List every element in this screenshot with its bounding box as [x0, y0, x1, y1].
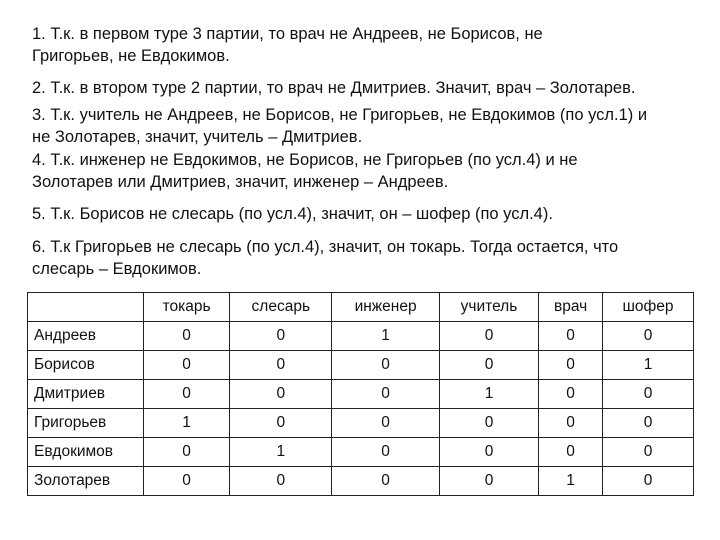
table-cell: 0 — [439, 409, 538, 438]
row-name: Дмитриев — [28, 380, 144, 409]
statement-1-line-2: Григорьев, не Евдокимов. — [32, 47, 230, 65]
table-cell: 1 — [439, 380, 538, 409]
table-header-row — [28, 293, 694, 322]
table-corner-cell — [28, 293, 144, 322]
table-cell: 1 — [144, 409, 230, 438]
table-cell: 0 — [539, 409, 603, 438]
table-row — [28, 380, 694, 409]
row-name: Евдокимов — [28, 438, 144, 467]
table-cell: 1 — [603, 351, 694, 380]
table-cell: 0 — [603, 380, 694, 409]
row-name: Григорьев — [28, 409, 144, 438]
column-header: токарь — [144, 293, 230, 322]
table-cell: 0 — [603, 409, 694, 438]
table-row — [28, 409, 694, 438]
column-header: шофер — [603, 293, 694, 322]
table-cell: 0 — [332, 438, 439, 467]
column-header: учитель — [439, 293, 538, 322]
table-cell: 0 — [332, 409, 439, 438]
statement-1-line-1: 1. Т.к. в первом туре 3 партии, то врач не Андреев, не Борисов, не — [32, 25, 543, 43]
table-cell: 0 — [144, 380, 230, 409]
table-cell: 0 — [439, 438, 538, 467]
table-cell: 0 — [439, 467, 538, 496]
table-cell: 0 — [144, 467, 230, 496]
statement-4 — [32, 149, 578, 193]
statement-3 — [32, 104, 647, 148]
row-name: Андреев — [28, 322, 144, 351]
table-cell: 1 — [230, 438, 332, 467]
statement-1 — [32, 23, 543, 67]
table-cell: 0 — [144, 351, 230, 380]
column-header: инженер — [332, 293, 439, 322]
statement-2 — [32, 77, 635, 99]
statement-4-line-2: Золотарев или Дмитриев, значит, инженер – Андреев. — [32, 173, 449, 191]
table-cell: 0 — [603, 438, 694, 467]
table-cell: 0 — [603, 467, 694, 496]
table-cell: 0 — [230, 467, 332, 496]
table-cell: 0 — [539, 322, 603, 351]
column-header: слесарь — [230, 293, 332, 322]
table-cell: 0 — [603, 322, 694, 351]
statement-6 — [32, 236, 618, 280]
statement-6-line-2: слесарь – Евдокимов. — [32, 260, 202, 278]
table-cell: 0 — [332, 380, 439, 409]
column-header: врач — [539, 293, 603, 322]
table-cell: 0 — [144, 322, 230, 351]
table-cell: 0 — [332, 467, 439, 496]
statement-5-line-1: 5. Т.к. Борисов не слесарь (по усл.4), значит, он – шофер (по усл.4). — [32, 205, 553, 223]
statement-5 — [32, 203, 553, 225]
statement-2-line-1: 2. Т.к. в втором туре 2 партии, то врач не Дмитриев. Значит, врач – Золотарев. — [32, 79, 636, 97]
row-name: Золотарев — [28, 467, 144, 496]
table-row — [28, 467, 694, 496]
table-row — [28, 351, 694, 380]
statement-4-line-1: 4. Т.к. инженер не Евдокимов, не Борисов, не Григорьев (по усл.4) и не — [32, 151, 578, 169]
table-cell: 1 — [332, 322, 439, 351]
table-cell: 0 — [230, 351, 332, 380]
table-cell: 0 — [332, 351, 439, 380]
table-cell: 0 — [144, 438, 230, 467]
table-cell: 0 — [439, 351, 538, 380]
table-cell: 0 — [539, 438, 603, 467]
table-cell: 0 — [230, 409, 332, 438]
statement-3-line-2: не Золотарев, значит, учитель – Дмитриев. — [32, 128, 363, 146]
table-cell: 0 — [230, 322, 332, 351]
table-cell: 0 — [230, 380, 332, 409]
statement-6-line-1: 6. Т.к Григорьев не слесарь (по усл.4), значит, он токарь. Тогда остается, что — [32, 238, 619, 256]
statement-3-line-1: 3. Т.к. учитель не Андреев, не Борисов, не Григорьев, не Евдокимов (по усл.1) и — [32, 106, 648, 124]
table-row — [28, 322, 694, 351]
profession-table — [27, 292, 694, 496]
table-cell: 0 — [539, 380, 603, 409]
table-row — [28, 438, 694, 467]
table-cell: 1 — [539, 467, 603, 496]
table-cell: 0 — [539, 351, 603, 380]
row-name: Борисов — [28, 351, 144, 380]
table-cell: 0 — [439, 322, 538, 351]
